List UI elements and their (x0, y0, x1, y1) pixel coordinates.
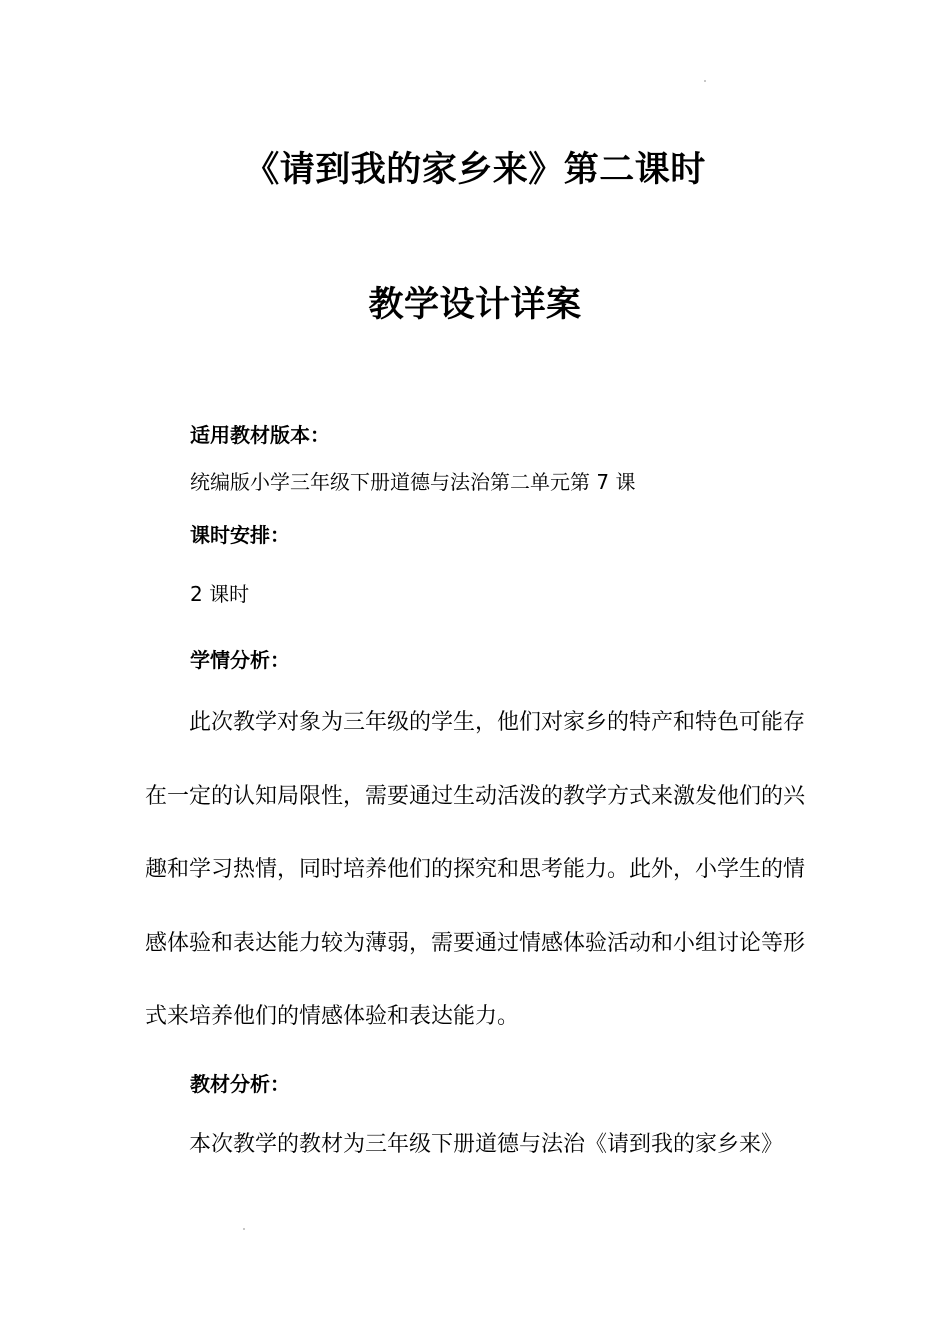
page-speck-bottom (243, 1228, 245, 1230)
document-title: 《请到我的家乡来》第二课时 (244, 150, 706, 190)
document-subtitle: 教学设计详案 (368, 285, 582, 325)
textbook-version-text: 统编版小学三年级下册道德与法治第二单元第 7 课 (190, 470, 636, 494)
page-speck-top (704, 80, 706, 82)
textbook-version-heading: 适用教材版本： (190, 423, 330, 447)
student-analysis-paragraph: 此次教学对象为三年级的学生，他们对家乡的特产和特色可能存在一定的认知局限性，需要通过生动活泼的教学方式来激发他们的兴趣和学习热情，同时培养他们的探究和思考能力。此外，小学生的情感体验和表达能力较为薄弱，需要通过情感体验活动和小组讨论等形式来培养他们的情感体验和表达能力。 (145, 710, 806, 1029)
class-schedule-heading: 课时安排： (190, 523, 290, 547)
material-analysis-heading: 教材分析： (190, 1072, 290, 1096)
material-analysis-paragraph: 本次教学的教材为三年级下册道德与法治《请到我的家乡来》 (189, 1132, 784, 1157)
student-analysis-heading: 学情分析： (190, 648, 290, 672)
class-schedule-text: 2 课时 (190, 582, 250, 606)
